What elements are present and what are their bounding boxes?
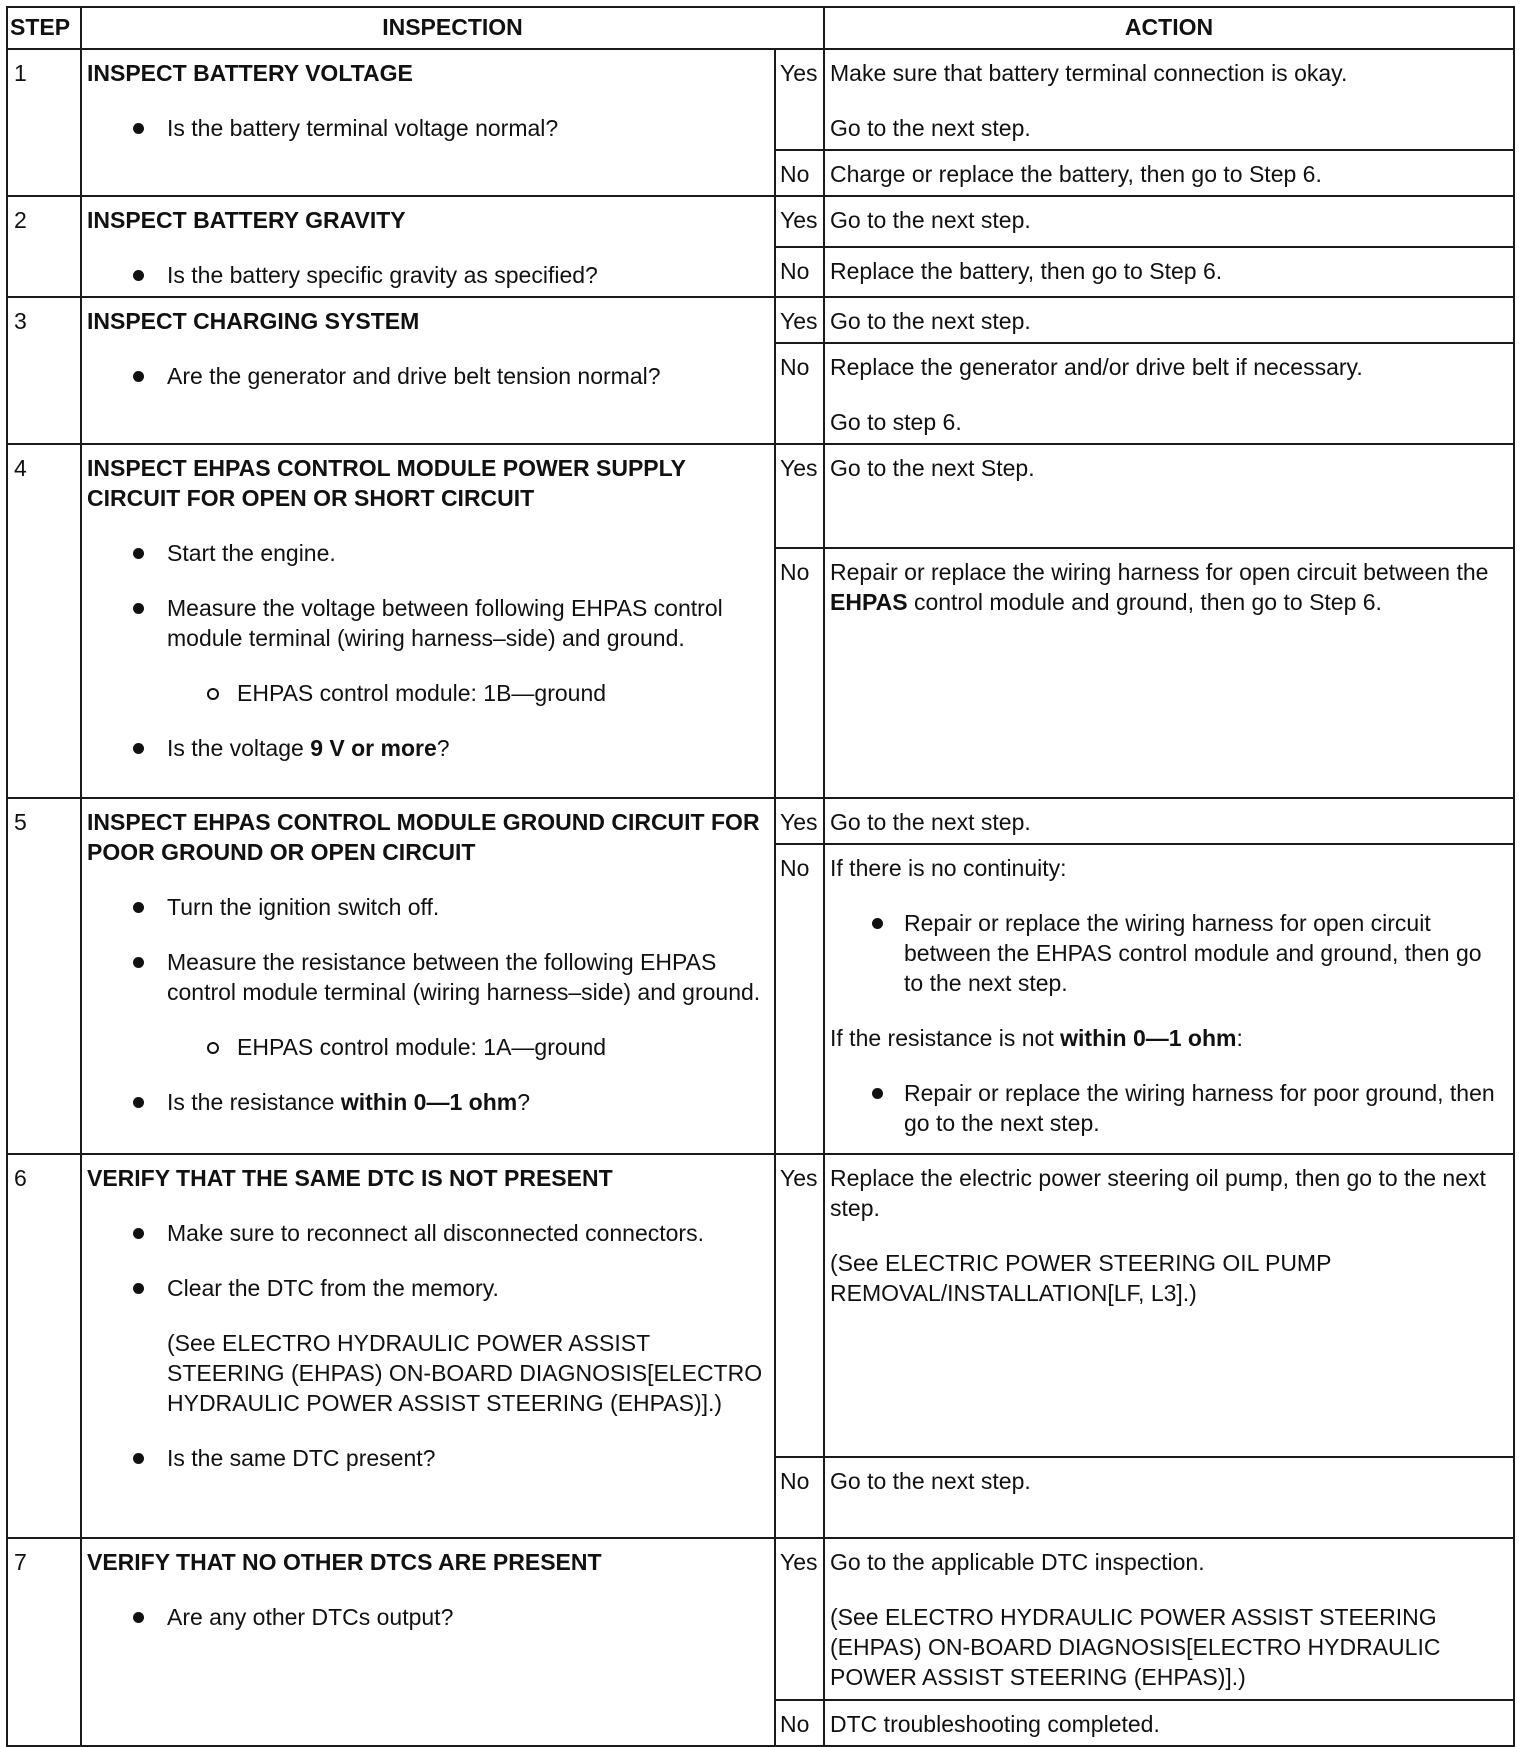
action-yes: Go to the next Step. (824, 444, 1514, 548)
table-row (7, 444, 1514, 548)
action-yes (824, 1154, 1514, 1457)
troubleshooting-table (6, 6, 1515, 1747)
yes-label: Yes (775, 444, 824, 548)
yes-label: Yes (775, 1538, 824, 1700)
table-row (7, 798, 1514, 844)
header-action: ACTION (824, 7, 1514, 49)
table-row (7, 1538, 1514, 1700)
inspection-bullet: Turn the ignition switch off. (87, 892, 768, 922)
inspection-bullet: Is the battery specific gravity as specified? (87, 260, 768, 290)
step-number: 2 (7, 196, 81, 297)
inspection-cell (81, 49, 775, 196)
action-no (824, 844, 1514, 1154)
inspection-bullet: Is the resistance within 0—1 ohm? (87, 1087, 768, 1117)
action-yes: Go to the next step. (824, 297, 1514, 343)
yes-label: Yes (775, 196, 824, 247)
step-number: 1 (7, 49, 81, 196)
inspection-bullet: Is the battery terminal voltage normal? (87, 113, 768, 143)
action-text: Replace the electric power steering oil pump, then go to the next step. (830, 1165, 1486, 1221)
action-no: Go to the next step. (824, 1457, 1514, 1538)
inspection-bullet: Are any other DTCs output? (87, 1602, 768, 1632)
inspection-bullet: Are the generator and drive belt tension normal? (87, 361, 768, 391)
inspection-cell (81, 1154, 775, 1538)
inspection-bullet: Measure the resistance between the following EHPAS control module terminal (wiring harness–side) and ground. (87, 947, 768, 1007)
action-text: Replace the generator and/or drive belt if necessary. (830, 354, 1363, 380)
action-no: Charge or replace the battery, then go to Step 6. (824, 150, 1514, 196)
no-label: No (775, 343, 824, 444)
inspection-cell (81, 798, 775, 1154)
inspection-title: INSPECT EHPAS CONTROL MODULE GROUND CIRCUIT FOR POOR GROUND OR OPEN CIRCUIT (87, 809, 760, 865)
inspection-title: INSPECT BATTERY GRAVITY (87, 207, 406, 233)
table-row (7, 1154, 1514, 1457)
action-yes (824, 1538, 1514, 1700)
inspection-cell (81, 1538, 775, 1746)
step-number: 3 (7, 297, 81, 444)
inspection-sub-bullet: EHPAS control module: 1B—ground (87, 678, 768, 708)
step-number: 4 (7, 444, 81, 798)
action-yes (824, 49, 1514, 150)
header-step: STEP (7, 7, 81, 49)
table-row (7, 297, 1514, 343)
inspection-title: INSPECT EHPAS CONTROL MODULE POWER SUPPLY CIRCUIT FOR OPEN OR SHORT CIRCUIT (87, 455, 686, 511)
no-label: No (775, 247, 824, 298)
inspection-bullet: Is the voltage 9 V or more? (87, 733, 768, 763)
inspection-title: INSPECT BATTERY VOLTAGE (87, 60, 413, 86)
action-no: Replace the battery, then go to Step 6. (824, 247, 1514, 298)
inspection-cell (81, 196, 775, 297)
inspection-bullet: Make sure to reconnect all disconnected connectors. (87, 1218, 768, 1248)
header-row (7, 7, 1514, 49)
action-reference: (See ELECTRIC POWER STEERING OIL PUMP REMOVAL/INSTALLATION[LF, L3].) (830, 1250, 1332, 1306)
no-label: No (775, 150, 824, 196)
action-no: Repair or replace the wiring harness for open circuit between the EHPAS control module and ground, then go to Step 6. (824, 548, 1514, 798)
inspection-cell (81, 444, 775, 798)
action-text: Go to the next step. (830, 115, 1031, 141)
yes-label: Yes (775, 798, 824, 844)
action-text: If there is no continuity: (830, 855, 1067, 881)
inspection-sub-bullet: EHPAS control module: 1A—ground (87, 1032, 768, 1062)
inspection-bullet: Is the same DTC present? (87, 1443, 768, 1473)
inspection-title: INSPECT CHARGING SYSTEM (87, 308, 420, 334)
inspection-title: VERIFY THAT NO OTHER DTCS ARE PRESENT (87, 1549, 602, 1575)
action-bullet: Repair or replace the wiring harness for open circuit between the EHPAS control module and ground, then go to the next step. (830, 908, 1507, 998)
inspection-bullet: Measure the voltage between following EHPAS control module terminal (wiring harness–side) and ground. (87, 593, 768, 653)
action-text: If the resistance is not within 0—1 ohm: (830, 1025, 1243, 1051)
no-label: No (775, 548, 824, 798)
no-label: No (775, 1700, 824, 1746)
no-label: No (775, 1457, 824, 1538)
step-number: 7 (7, 1538, 81, 1746)
inspection-cell (81, 297, 775, 444)
inspection-title: VERIFY THAT THE SAME DTC IS NOT PRESENT (87, 1165, 613, 1191)
header-inspection: INSPECTION (81, 7, 824, 49)
table-row (7, 196, 1514, 247)
yes-label: Yes (775, 1154, 824, 1457)
yes-label: Yes (775, 49, 824, 150)
step-number: 5 (7, 798, 81, 1154)
action-yes: Go to the next step. (824, 196, 1514, 247)
inspection-bullet: Start the engine. (87, 538, 768, 568)
no-label: No (775, 844, 824, 1154)
action-text: Go to step 6. (830, 409, 962, 435)
action-bullet: Repair or replace the wiring harness for poor ground, then go to the next step. (830, 1078, 1507, 1138)
action-text: Go to the applicable DTC inspection. (830, 1549, 1205, 1575)
action-no: DTC troubleshooting completed. (824, 1700, 1514, 1746)
step-number: 6 (7, 1154, 81, 1538)
action-no (824, 343, 1514, 444)
action-text: Make sure that battery terminal connection is okay. (830, 60, 1348, 86)
inspection-reference: (See ELECTRO HYDRAULIC POWER ASSIST STEERING (EHPAS) ON-BOARD DIAGNOSIS[ELECTRO HYDRAULIC POWER ASSIST STEERING (EHPAS)].) (167, 1330, 763, 1416)
yes-label: Yes (775, 297, 824, 343)
action-reference: (See ELECTRO HYDRAULIC POWER ASSIST STEERING (EHPAS) ON-BOARD DIAGNOSIS[ELECTRO HYDRAULIC POWER ASSIST STEERING (EHPAS)].) (830, 1604, 1441, 1690)
table-row (7, 49, 1514, 150)
action-yes: Go to the next step. (824, 798, 1514, 844)
inspection-bullet: Clear the DTC from the memory. (87, 1273, 768, 1303)
